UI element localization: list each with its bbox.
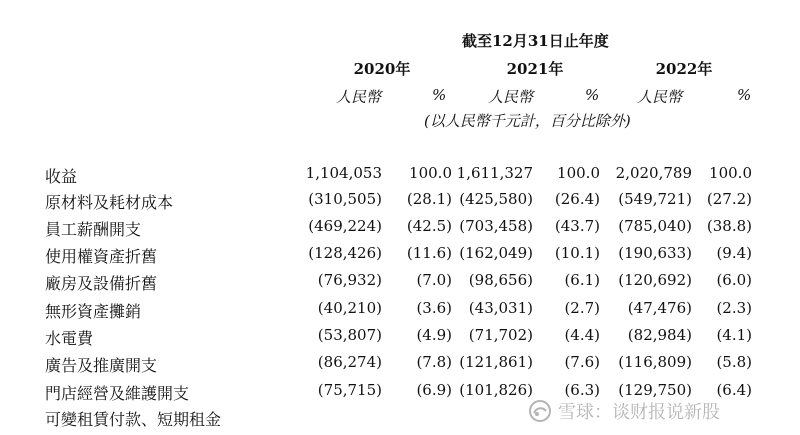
- value-2022: (120,692): [618, 271, 692, 289]
- value-2021: (101,826): [459, 381, 533, 399]
- watermark: [528, 398, 720, 424]
- value-2022: (190,633): [618, 244, 692, 262]
- percent-2021: (7.6): [564, 353, 600, 371]
- percent-2022: (38.8): [706, 217, 752, 235]
- value-2020: (128,426): [308, 244, 382, 262]
- table-row: [0, 164, 800, 190]
- snowball-logo-icon: [528, 399, 552, 423]
- percent-2022: 100.0: [709, 164, 752, 182]
- percent-2020: (4.9): [416, 326, 452, 344]
- percent-2020: (7.8): [416, 353, 452, 371]
- row-label: 無形資產攤銷: [45, 302, 142, 321]
- percent-2022: (9.4): [716, 244, 752, 262]
- table-row: [0, 326, 800, 352]
- percent-2020: (6.9): [416, 381, 452, 399]
- value-2022: 2,020,789: [615, 164, 692, 182]
- value-2021: (121,861): [459, 353, 533, 371]
- percent-2021: (6.1): [564, 271, 600, 289]
- value-2020: (40,210): [317, 299, 382, 317]
- row-label: 收益: [45, 167, 78, 186]
- value-2022: (785,040): [618, 217, 692, 235]
- percent-2021: (6.3): [564, 381, 600, 399]
- percent-2021: (10.1): [554, 244, 600, 262]
- value-2021: (425,580): [459, 190, 533, 208]
- value-2022: (549,721): [618, 190, 692, 208]
- percent-header-2020: %: [432, 86, 447, 104]
- unit-note: (以人民幣千元計，百分比除外): [424, 112, 631, 130]
- percent-2021: (2.7): [564, 299, 600, 317]
- currency-header-2022: 人民幣: [637, 88, 683, 106]
- table-row: [0, 190, 800, 216]
- percent-2021: 100.0: [557, 164, 600, 182]
- value-2020: (76,932): [317, 271, 382, 289]
- table-row: [0, 271, 800, 297]
- percent-2020: (11.6): [406, 244, 452, 262]
- row-label: 水電費: [45, 329, 94, 348]
- value-2022: (82,984): [627, 326, 692, 344]
- percent-2022: (27.2): [706, 190, 752, 208]
- table-row: [0, 217, 800, 243]
- value-2021: (98,656): [468, 271, 533, 289]
- value-2020: (75,715): [317, 381, 382, 399]
- watermark-text: 雪球：谈财报说新股: [558, 402, 720, 423]
- percent-2021: (26.4): [554, 190, 600, 208]
- table-row: [0, 299, 800, 325]
- percent-2022: (5.8): [716, 353, 752, 371]
- row-label: 可變租賃付款、短期租金: [45, 410, 222, 429]
- value-2021: (162,049): [459, 244, 533, 262]
- percent-2022: (4.1): [716, 326, 752, 344]
- table-row: [0, 244, 800, 270]
- value-2020: (53,807): [317, 326, 382, 344]
- percent-2020: (28.1): [406, 190, 452, 208]
- year-2021-header: 2021年: [506, 60, 564, 78]
- percent-2020: (7.0): [416, 271, 452, 289]
- value-2021: (71,702): [468, 326, 533, 344]
- row-label: 使用權資產折舊: [45, 247, 158, 266]
- year-2020-header: 2020年: [353, 60, 411, 78]
- row-label: 門店經營及維護開支: [45, 384, 190, 403]
- year-2022-header: 2022年: [655, 60, 713, 78]
- percent-header-2022: %: [737, 86, 752, 104]
- value-2020: (469,224): [308, 217, 382, 235]
- row-label: 廣告及推廣開支: [45, 356, 158, 375]
- currency-header-2020: 人民幣: [336, 88, 382, 106]
- value-2022: (129,750): [618, 381, 692, 399]
- row-label: 廠房及設備折舊: [45, 274, 158, 293]
- percent-2022: (6.4): [716, 381, 752, 399]
- currency-header-2021: 人民幣: [488, 88, 534, 106]
- value-2020: (86,274): [317, 353, 382, 371]
- value-2021: (703,458): [459, 217, 533, 235]
- percent-2021: (4.4): [564, 326, 600, 344]
- percent-2022: (6.0): [716, 271, 752, 289]
- value-2020: (310,505): [308, 190, 382, 208]
- percent-2020: (3.6): [416, 299, 452, 317]
- value-2022: (47,476): [627, 299, 692, 317]
- value-2022: (116,809): [618, 353, 692, 371]
- value-2021: 1,611,327: [456, 164, 533, 182]
- percent-2022: (2.3): [716, 299, 752, 317]
- row-label: 員工薪酬開支: [45, 220, 142, 239]
- row-label: 原材料及耗材成本: [45, 193, 174, 212]
- period-header: 截至12月31日止年度: [462, 32, 609, 50]
- percent-header-2021: %: [585, 86, 600, 104]
- value-2020: 1,104,053: [305, 164, 382, 182]
- value-2021: (43,031): [468, 299, 533, 317]
- percent-2021: (43.7): [554, 217, 600, 235]
- percent-2020: 100.0: [409, 164, 452, 182]
- table-row: [0, 353, 800, 379]
- percent-2020: (42.5): [406, 217, 452, 235]
